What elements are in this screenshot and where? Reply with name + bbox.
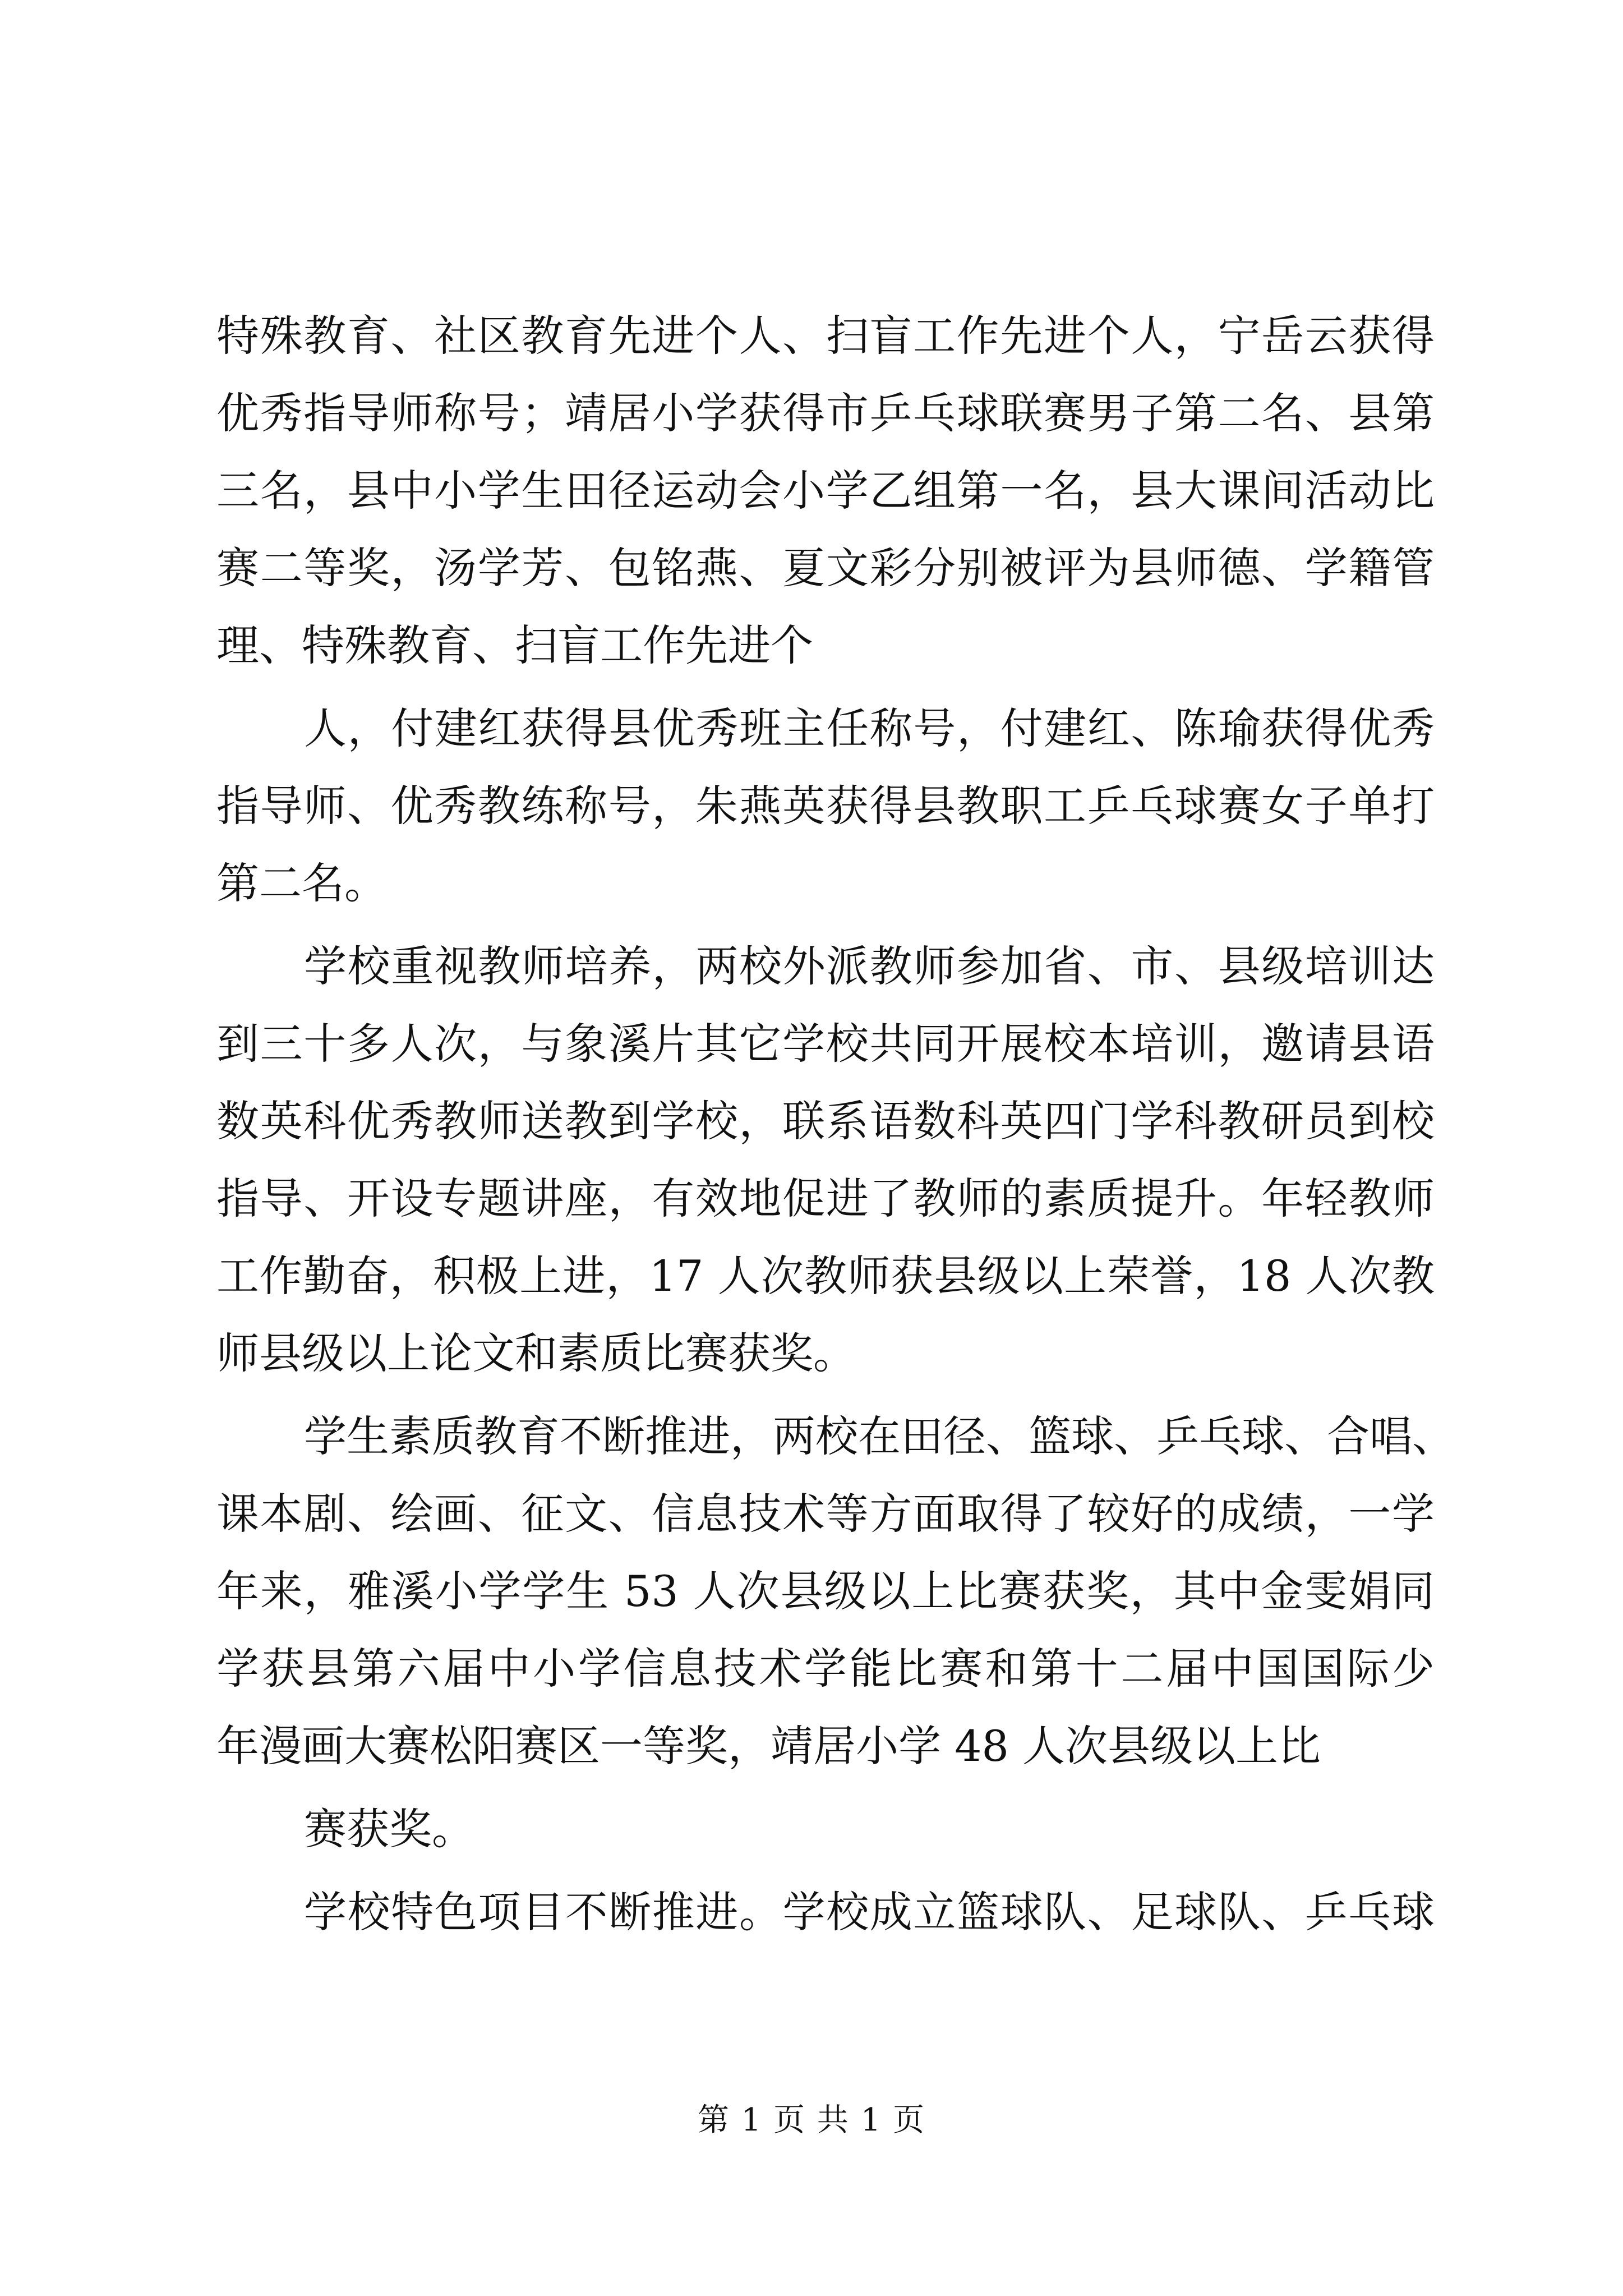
- text-line: 学校特色项目不断推进。学校成立篮球队、足球队、乒乓球: [304, 1887, 1435, 1937]
- text-line: 数英科优秀教师送教到学校，联系语数科英四门学科教研员到校: [216, 1096, 1435, 1146]
- text-line: 三名，县中小学生田径运动会小学乙组第一名，县大课间活动比: [216, 466, 1435, 516]
- text-line: 年漫画大赛松阳赛区一等奖，靖居小学 48 人次县级以上比: [216, 1721, 1321, 1771]
- text-line: 优秀指导师称号；靖居小学获得市乒乓球联赛男子第二名、县第: [216, 388, 1435, 438]
- document-body: [216, 297, 1455, 1951]
- text-line: 赛二等奖，汤学芳、包铭燕、夏文彩分别被评为县师德、学籍管: [216, 543, 1435, 593]
- text-line: 学校重视教师培养，两校外派教师参加省、市、县级培训达: [304, 941, 1435, 991]
- text-line: 到三十多人次，与象溪片其它学校共同开展校本培训，邀请县语: [216, 1019, 1435, 1069]
- text-line: 人，付建红获得县优秀班主任称号，付建红、陈瑜获得优秀: [304, 703, 1435, 753]
- text-line: 指导师、优秀教练称号，朱燕英获得县教职工乒乓球赛女子单打: [216, 781, 1435, 831]
- text-line: 学获县第六届中小学信息技术学能比赛和第十二届中国国际少: [216, 1644, 1435, 1694]
- text-line: 课本剧、绘画、征文、信息技术等方面取得了较好的成绩，一学: [216, 1489, 1435, 1539]
- text-line: 第二名。: [216, 858, 387, 908]
- text-line: 赛获奖。: [304, 1804, 474, 1854]
- text-line: 年来，雅溪小学学生 53 人次县级以上比赛获奖，其中金雯娟同: [216, 1566, 1435, 1616]
- text-line: 工作勤奋，积极上进，17 人次教师获县级以上荣誉，18 人次教: [216, 1251, 1435, 1301]
- text-line: 特殊教育、社区教育先进个人、扫盲工作先进个人，宁岳云获得: [216, 311, 1435, 361]
- text-line: 师县级以上论文和素质比赛获奖。: [216, 1328, 856, 1378]
- page-footer: 第 1 页 共 1 页: [697, 2102, 926, 2138]
- text-line: 理、特殊教育、扫盲工作先进个: [216, 620, 813, 670]
- text-line: 学生素质教育不断推进，两校在田径、篮球、乒乓球、合唱、: [304, 1411, 1455, 1461]
- text-line: 指导、开设专题讲座，有效地促进了教师的素质提升。年轻教师: [216, 1174, 1435, 1223]
